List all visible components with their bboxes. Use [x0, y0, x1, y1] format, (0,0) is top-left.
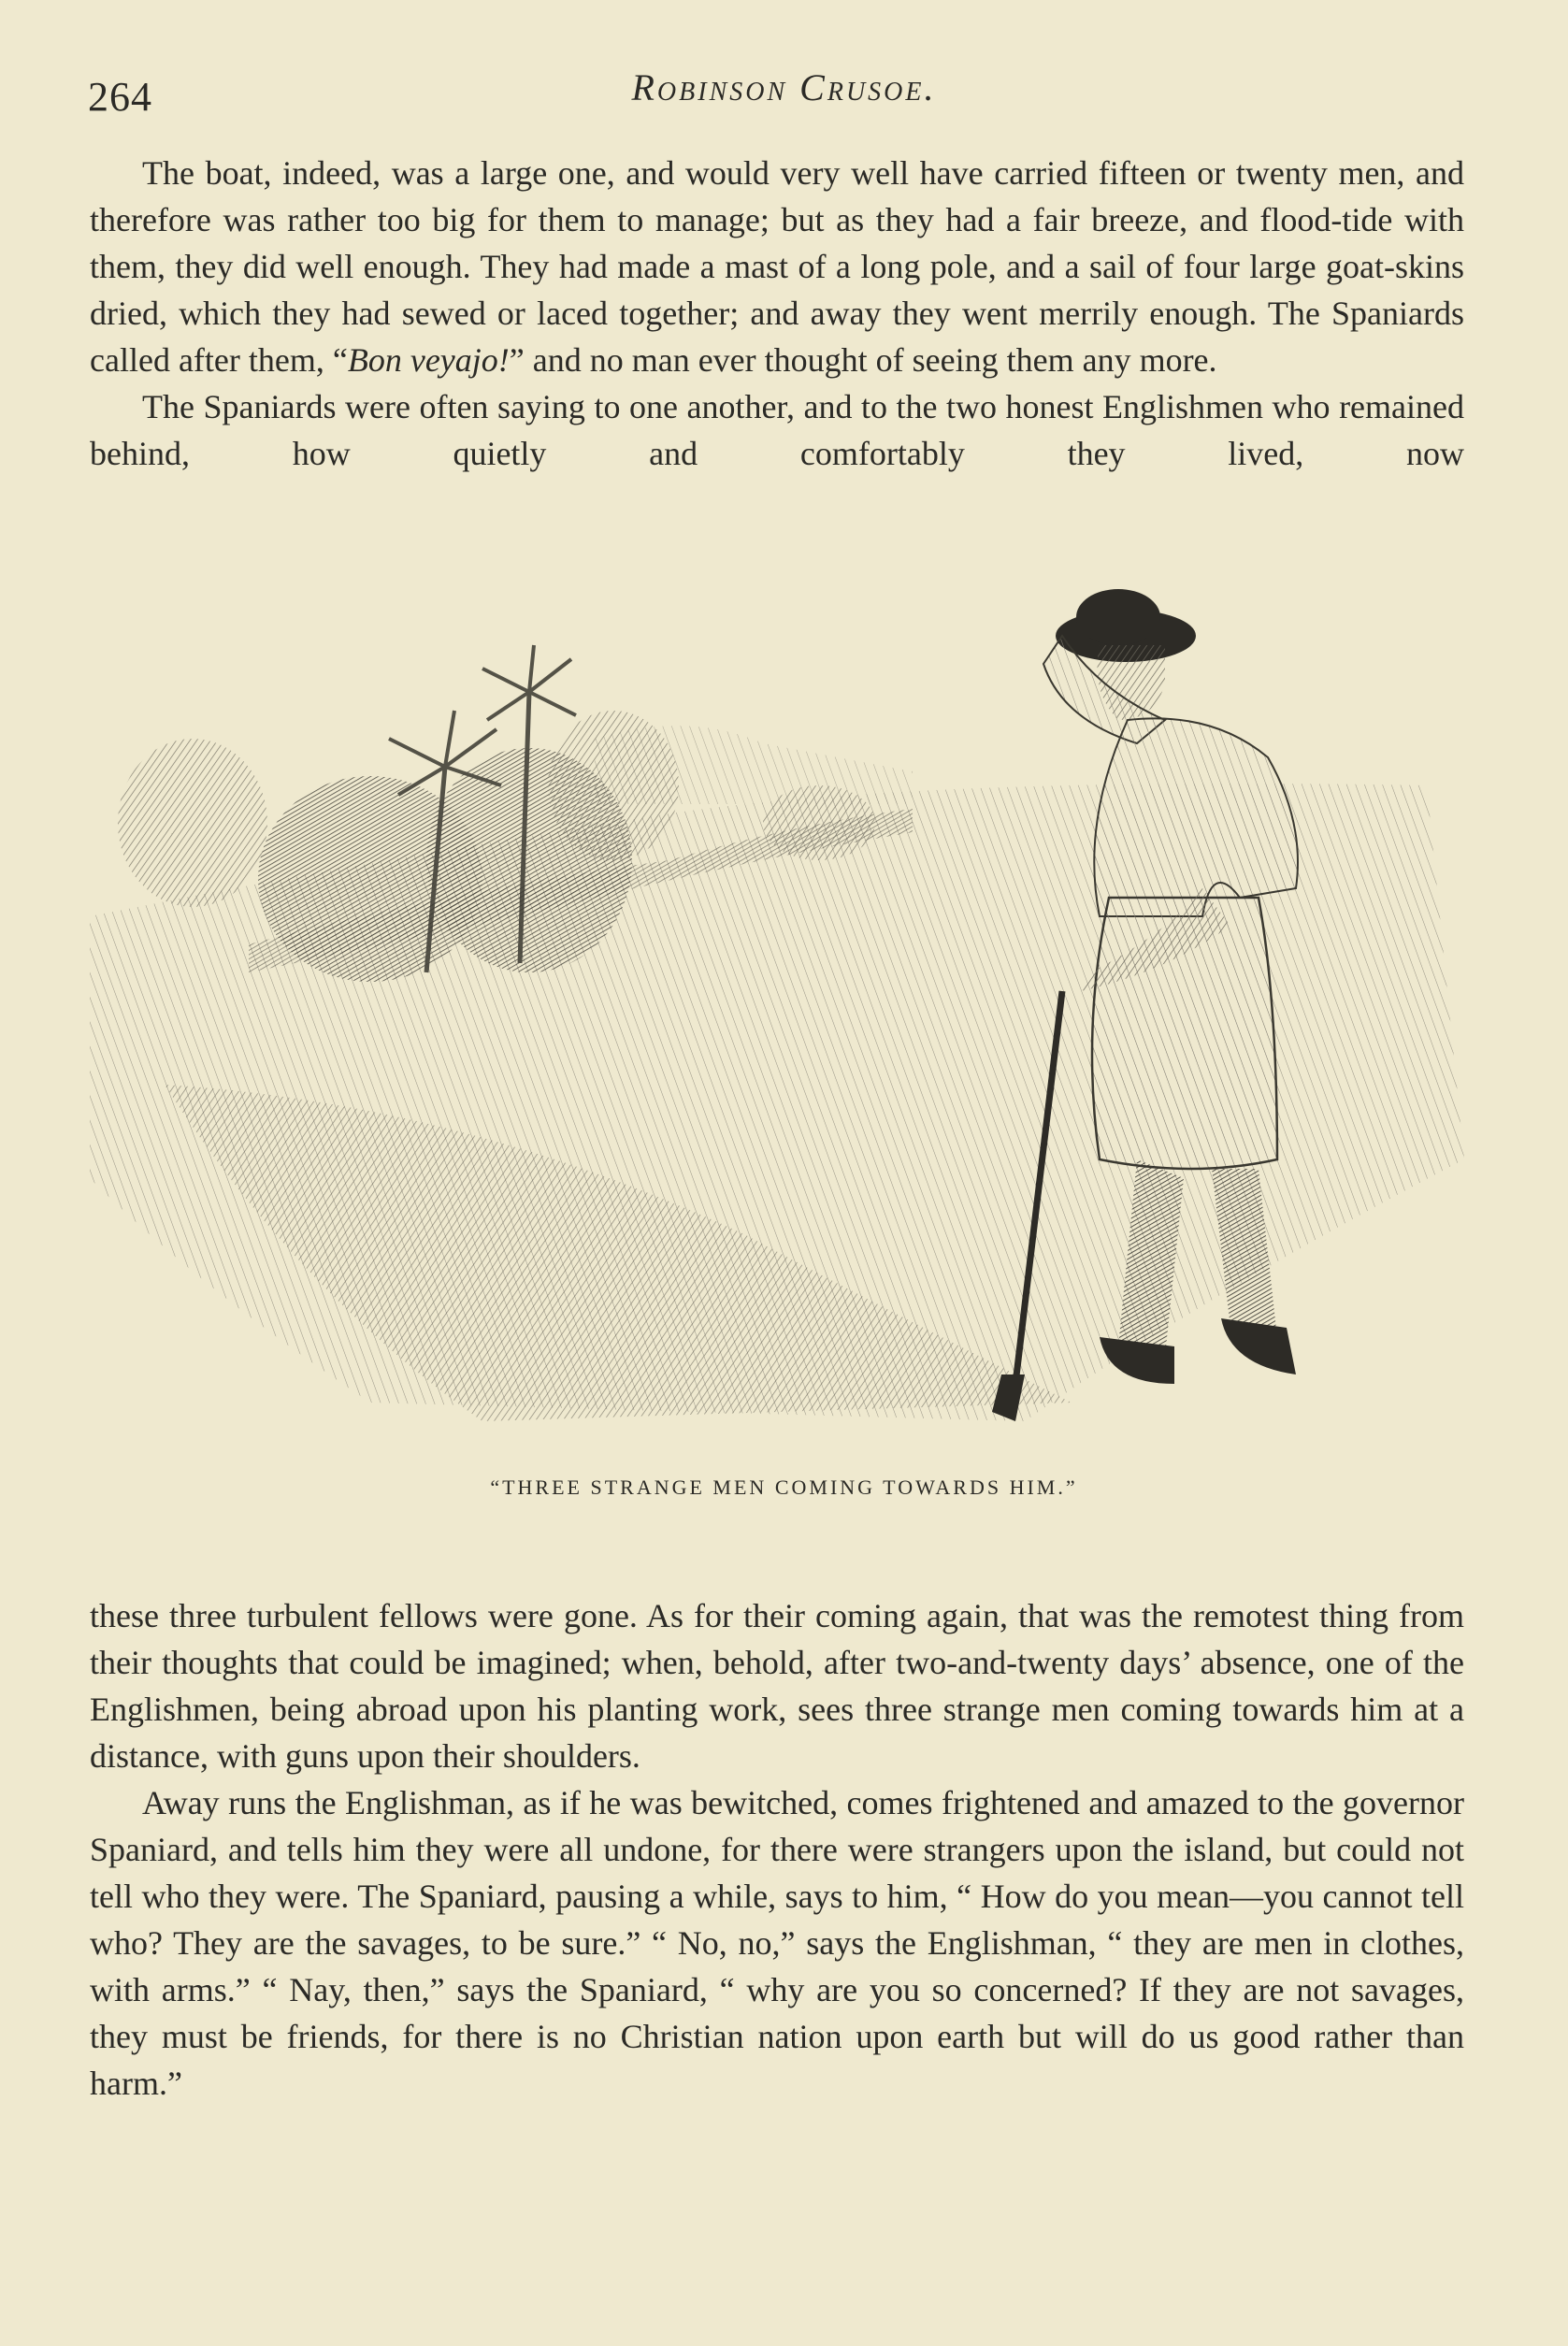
shirt: [1094, 718, 1298, 916]
paragraph: these three turbulent fellows were gone. As for their coming again, that was the remotest thing from their thoughts that could be imagined; when, behold, after two-and-twenty days’ absence, one of the Englishmen, being abroad upon his planting work, sees three strange men coming towards him at a distance, with guns upon their shoulders.: [90, 1597, 1464, 1775]
illustration-caption: “THREE STRANGE MEN COMING TOWARDS HIM.”: [490, 1475, 1078, 1499]
italic-phrase: Bon veyajo!: [347, 341, 510, 379]
paragraph: [90, 150, 1464, 383]
paragraph: The Spaniards were often saying to one another, and to the two honest Englishmen who remained behind, how quietly and comfortably they lived, now: [90, 388, 1464, 472]
page-number: 264: [88, 74, 152, 120]
paragraph: Away runs the Englishman, as if he was bewitched, comes frightened and amazed to the governor Spaniard, and tells him they were all undone, for there were strangers upon the island, but could not tell who they were. The Spaniard, pausing a while, says to him, “ How do you mean—you cannot tell who? They are the savages, to be sure.” “ No, no,” says the Englishman, “ they are men in clothes, with arms.” “ Nay, then,” says the Spaniard, “ why are you so concerned? If they are not savages, they must be friends, for there is no Christian nation upon earth but will do us good rather than harm.”: [90, 1784, 1464, 2102]
paragraph-text: ” and no man ever thought of seeing them any more.: [509, 341, 1217, 379]
running-head: Robinson Crusoe.: [631, 66, 937, 108]
top-text-block: [90, 150, 1464, 477]
engraving-illustration: [90, 580, 1464, 1440]
bottom-text-block: [90, 1592, 1464, 2107]
paragraph-text: The boat, indeed, was a large one, and would very well have carried fifteen or twenty men, and therefore was rather too big for them to manage; but as they had a fair breeze, and flood-tide with them, they did well enough. They had made a mast of a long pole, and a sail of four large goat-skins dried, which they had sewed or laced together; and away they went merrily enough. The Spaniards called after them, “: [90, 154, 1464, 379]
farmer-in-field-engraving: [90, 580, 1464, 1440]
